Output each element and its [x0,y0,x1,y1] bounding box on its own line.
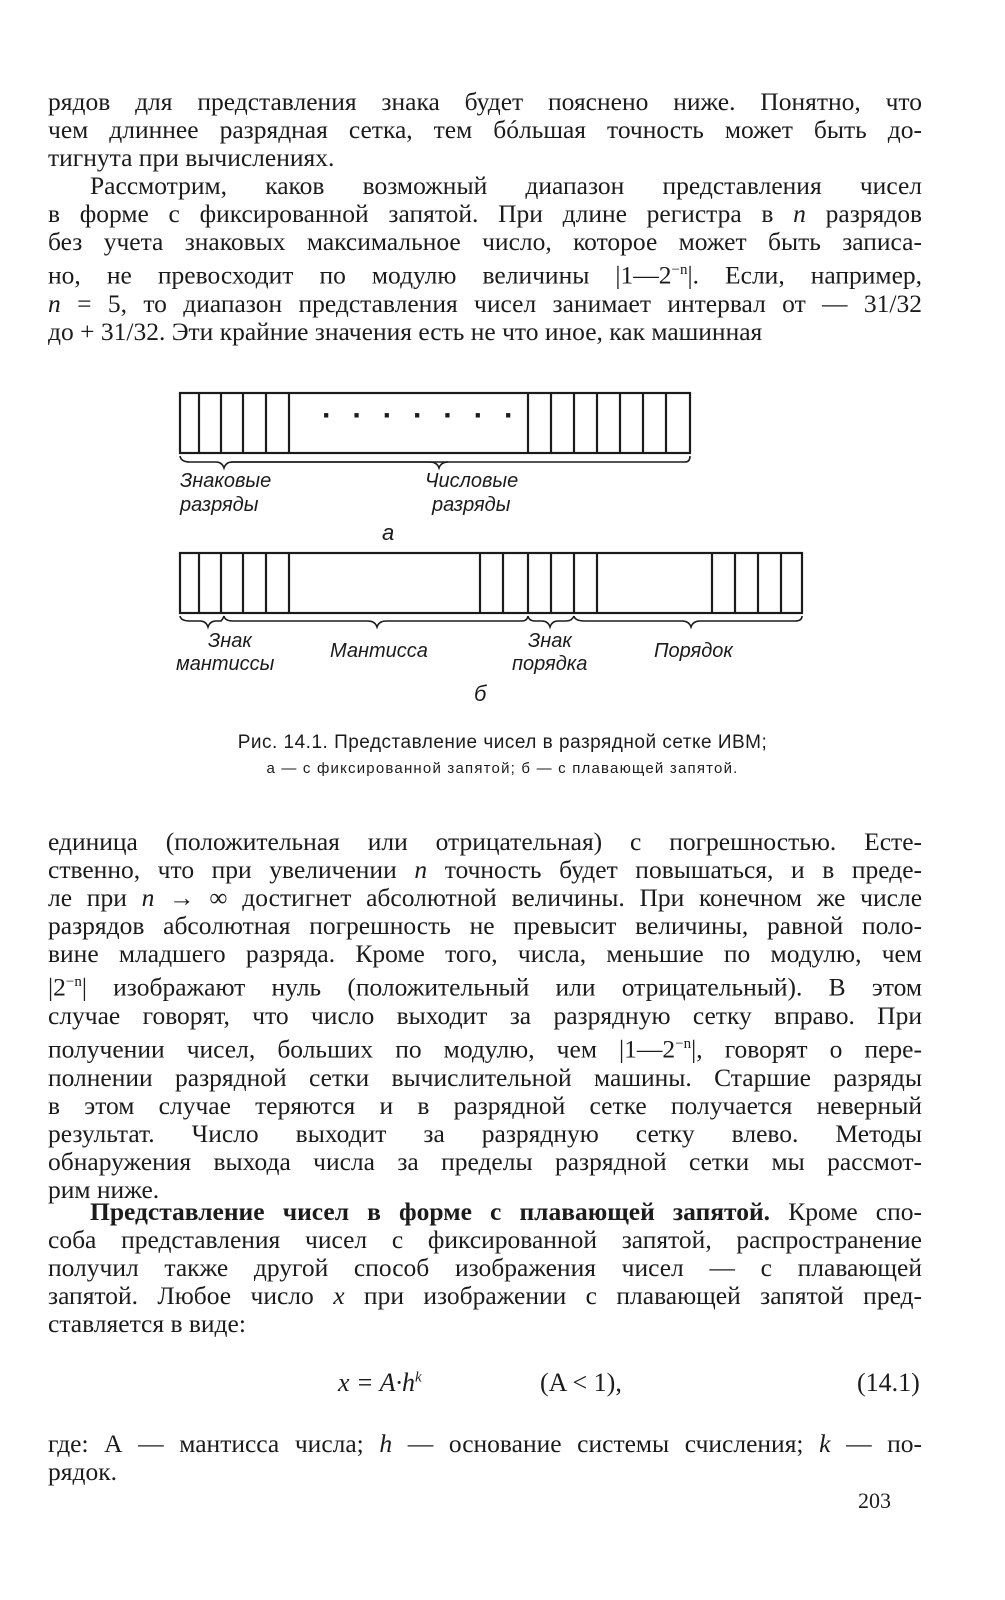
subfigure-letter-a: а [382,520,395,545]
formula-condition: (A < 1), [540,1368,622,1397]
label-mantissa-sign: мантиссы [176,653,275,675]
paragraph-2 [48,172,922,346]
text-line: в этом случае теряются и в разрядной сетке получается неверный [48,1090,922,1120]
text-line: в форме с фиксированной запятой. При длине регистра в n разрядов [48,199,923,229]
subfigure-letter-b: б [474,681,487,706]
text-line: ле при n → ∞ достигнет абсолютной величины. При конечном же числе [48,883,923,913]
paragraph-5 [48,1430,922,1486]
text-line: обнаружения выхода числа за пределы разрядной сетки мы рассмот- [48,1147,922,1177]
text-line: вине младшего разряда. Кроме того, числа, меньшие по модулю, чем [48,939,922,969]
text-line: рим ниже. [48,1175,160,1205]
text-line: где: А — мантисса числа; h — основание системы счисления; k — по- [48,1429,923,1458]
text-line: полнении разрядной сетки вычислительной машины. Старшие разряды [48,1062,922,1092]
text-line: но, не превосходит по модулю величины $|1—2^{-n}|$. Если, например, [48,260,923,290]
text-line: рядок. [48,1457,117,1487]
text-line: ставляется в виде: [48,1309,246,1339]
label-numeric-digits: разряды [432,494,511,516]
text-line: до + 31/32. Эти крайние значения есть не что иное, как машинная [48,316,763,346]
formula-number: (14.1) [857,1368,920,1397]
label-sign-digits: Знаковые [180,470,272,492]
text-line: рядов для представления знака будет пояснено ниже. Понятно, что [48,87,922,116]
text-line: получении чисел, больших по модулю, чем $|1—2^{-n}|$, говорят о пере- [48,1034,922,1064]
text-line: единица (положительная или отрицательная) с погрешностью. Есте- [48,827,922,856]
register-b-frame [180,553,802,613]
label-exponent-sign: Знак [528,630,572,652]
paragraph-4 [48,1198,922,1338]
text-line: результат. Число выходит за разрядную сетку влево. Методы [48,1118,922,1148]
ellipsis-dots: · · · · · · · [322,399,520,432]
label-numeric-digits: Числовые [425,470,519,492]
text-line: получил также другой способ изображения чисел — с плавающей [48,1253,922,1283]
text-line: без учета знаковых максимальное число, которое может быть записа- [48,227,922,257]
figure-caption: Рис. 14.1. Представление чисел в разрядной сетке ИВМ; [237,732,768,753]
figure-14-1 [0,385,1005,715]
label-sign-digits: разряды [180,494,259,516]
text-line: случае говорят, что число выходит за разрядную сетку вправо. При [48,1001,922,1031]
text-line: разрядов абсолютная погрешность не превысит величины, равной поло- [48,911,922,941]
text-line: ственно, что при увеличении n точность будет повышаться, и в преде- [48,855,923,885]
section-heading: Представление чисел в форме с плавающей запятой. [90,1197,771,1226]
text-line: Рассмотрим, каков возможный диапазон представления чисел [90,171,922,200]
formula-lhs: $x = A\cdot h^k$ [338,1368,422,1397]
paragraph-1 [48,88,922,172]
paragraph-3 [48,828,922,1204]
page-number: 203 [858,1488,891,1513]
text-line: запятой. Любое число x при изображении с плавающей запятой пред- [48,1281,923,1311]
text-line: n = 5, то диапазон представления чисел занимает интервал от — 31/32 [48,288,922,318]
text-line: Представление чисел в форме с плавающей запятой. Кроме спо- [90,1197,922,1226]
label-exponent-sign: порядка [512,653,588,675]
label-exponent: Порядок [654,640,733,662]
label-mantissa-sign: Знак [208,630,252,652]
text-line: тигнута при вычислениях. [48,143,335,173]
text-line: чем длиннее разрядная сетка, тем бóльшая точность может быть до- [48,115,922,145]
text-line: соба представления чисел с фиксированной запятой, распространение [48,1225,922,1255]
label-mantissa: Мантисса [330,640,428,662]
text-line: $|2^{-n}|$ изображают нуль (положительный или отрицательный). В этом [48,972,922,1002]
figure-caption-subtitle: а — с фиксированной запятой; б — с плавающей запятой. [266,760,739,777]
